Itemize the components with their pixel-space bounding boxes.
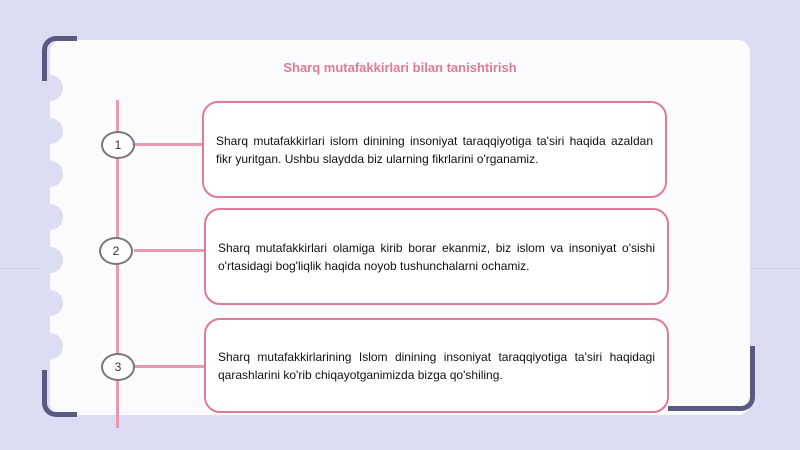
notebook-notch xyxy=(37,333,63,359)
step-text: Sharq mutafakkirlari islom dinining insoniyat taraqqiyotiga ta'siri haqida azaldan fikr yuritgan. Ushbu slaydda biz ularning fikrlarini o'rganamiz. xyxy=(216,133,653,166)
corner-bracket-top-left xyxy=(42,36,77,81)
slide-title: Sharq mutafakkirlari bilan tanishtirish xyxy=(283,60,517,75)
notebook-notch xyxy=(37,290,63,316)
notebook-notch xyxy=(37,118,63,144)
corner-bracket-bottom-right xyxy=(668,346,755,411)
step-text: Sharq mutafakkirlarining Islom dinining insoniyat taraqqiyotiga ta'siri haqidagi qarashlarini ko'rib chiqayotganimizda bizga qo'shiling. xyxy=(218,349,655,382)
step-number-badge: 2 xyxy=(99,237,133,265)
timeline-connector xyxy=(134,365,204,368)
notebook-notch xyxy=(37,161,63,187)
step-text-box xyxy=(204,208,669,305)
timeline-connector xyxy=(134,143,202,146)
step-number-badge: 1 xyxy=(101,131,135,159)
step-text-box xyxy=(202,101,667,198)
notebook-notch xyxy=(37,247,63,273)
step-text-box xyxy=(204,318,669,413)
corner-bracket-bottom-left xyxy=(42,370,77,417)
step-number-badge: 3 xyxy=(101,353,135,381)
notebook-notch xyxy=(37,204,63,230)
step-text: Sharq mutafakkirlari olamiga kirib borar ekanmiz, biz islom va insoniyat o'sishi o'rtasidagi bog'liqlik haqida noyob tushunchalarni ochamiz. xyxy=(218,240,655,273)
timeline-connector xyxy=(134,249,204,252)
